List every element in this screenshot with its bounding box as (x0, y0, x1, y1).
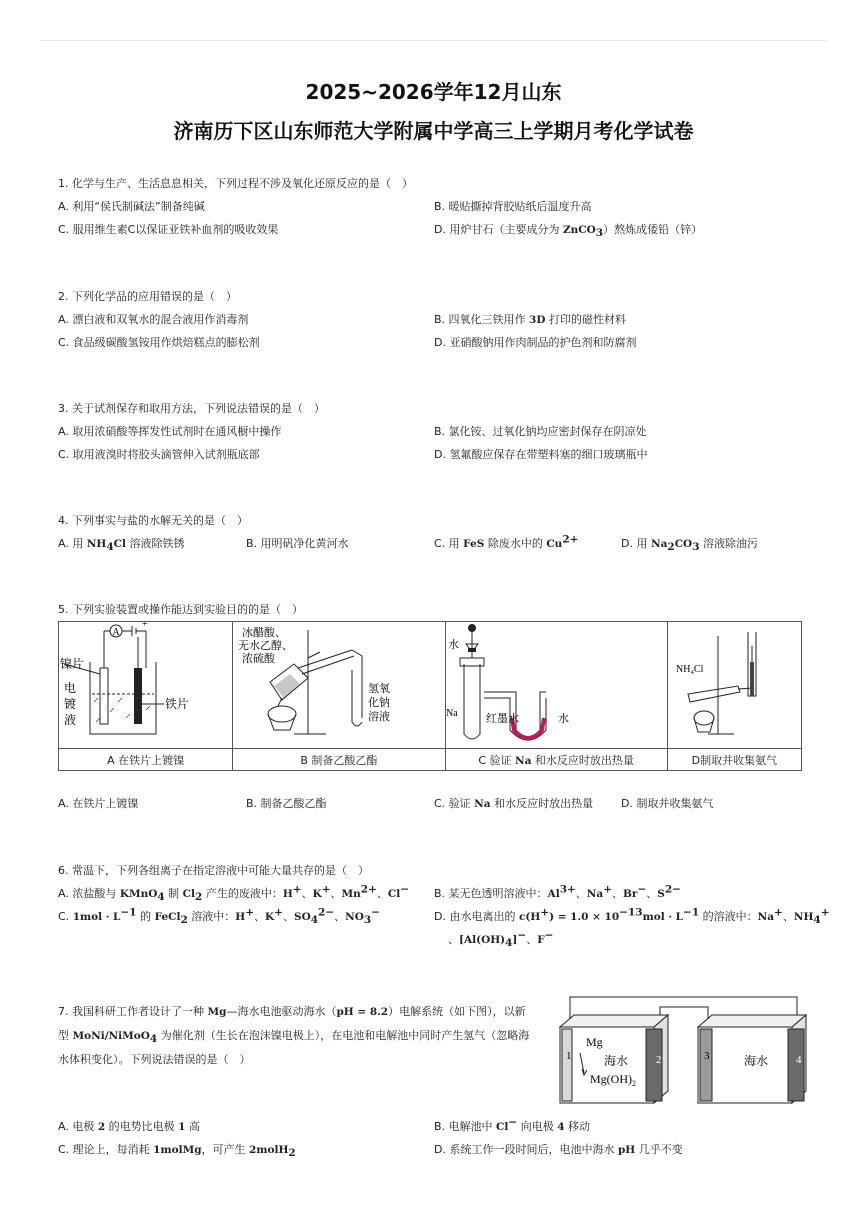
q7-option-a[interactable] (58, 1120, 200, 1134)
q7-c-h2-sub: 2 (288, 1147, 296, 1160)
q7-d-ph: pH (617, 1144, 636, 1156)
iron-plate-label: 铁片 (164, 697, 189, 711)
q6-d-complex-end: ] (512, 934, 518, 946)
q2-b-text: B. 四氧化三铁用作 (434, 313, 530, 326)
ion-charge: − (400, 883, 410, 896)
q5-cap-c-na: Na (515, 754, 532, 767)
ion: K (312, 888, 322, 900)
electrode-3-label: 3 (704, 1050, 710, 1062)
q4-d-s2: 3 (692, 541, 700, 554)
q6-d-fluoride-charge: − (544, 929, 554, 942)
q6-d-unit-sup: −1 (683, 906, 700, 919)
q5-option-c[interactable] (434, 797, 593, 811)
q3-option-d[interactable]: D. 氢氟酸应保存在带塑料塞的细口玻璃瓶中 (434, 448, 648, 461)
q6-option-d[interactable]: D. 由水电离出的 $c(H^+) = 1.0 \times 10^{-13}mol \cdot L^{-1}$ 的溶液中：Na+、$NH_4^+$ (434, 906, 830, 927)
q4-option-d[interactable] (621, 537, 759, 554)
q6-option-a[interactable]: A. 浓盐酸与 KMnO$_4$ 制 $Cl_2$ 产生的废液中：H+、K+、$Mn^{2+}$、Cl− (58, 883, 410, 904)
question-6-stem: 6. 常温下，下列各组离子在指定溶液中可能大量共存的是（ ） (58, 864, 369, 877)
q4-d-f2: CO (674, 538, 693, 550)
q2-option-a[interactable]: A. 漂白液和双氧水的混合液用作消毒剂 (58, 313, 249, 326)
q5-option-b[interactable]: B. 制备乙酸乙酯 (246, 797, 327, 810)
reagent-label-1: 冰醋酸、 (241, 627, 286, 639)
q5-c-na: Na (474, 798, 491, 810)
header-rule (40, 40, 827, 41)
q4-a-text: A. 用 (58, 537, 87, 550)
q6-d-expr2: ) = 1.0 × 10 (549, 911, 620, 923)
q4-a-f2: Cl (113, 538, 127, 550)
seawater-label-1: 海水 (604, 1054, 629, 1068)
q7-b-ion: Cl (496, 1121, 509, 1133)
q3-option-c[interactable]: C. 取用液溴时将胶头滴管伸入试剂瓶底部 (58, 448, 260, 461)
q5-figure-a (59, 622, 233, 749)
q4-a-text-end: 溶液除铁锈 (126, 537, 185, 550)
q7-text-2-end: 为催化剂（生长在泡沫镍电极上），在电池和电解池中同时产生氢气（忽略海 (157, 1029, 530, 1042)
ion-charge: + (774, 906, 783, 919)
q6-option-b[interactable]: B. 某无色透明溶液中：$Al^{3+}$、Na+、Br−、$S^{2-}$ (434, 883, 681, 900)
q5-figure-d (667, 622, 801, 749)
ethyl-acetate-apparatus-diagram (234, 622, 444, 745)
q7-b-4: 4 (557, 1121, 565, 1133)
ammonia-apparatus-diagram (668, 622, 800, 745)
ion-charge: + (321, 883, 331, 896)
q4-c-charge: 2+ (562, 533, 579, 546)
q5-caption-a: A 在铁片上镀镍 (59, 749, 233, 771)
solution-label-1: 电 (63, 681, 76, 695)
q6-option-c[interactable]: C. $1mol \cdot L^{-1}$ 的 FeCl$_2$ 溶液中：H+、K+、$SO_4^{2-}$、$NO_3^-$ (58, 906, 381, 927)
ion-sub: 4 (310, 914, 319, 927)
reagent-label-3: 浓硫酸 (241, 653, 275, 665)
q1-option-c[interactable]: C. 服用维生素C以保证亚铁补血剂的吸收效果 (58, 223, 279, 236)
q5-c-text: C. 验证 (434, 797, 475, 810)
q4-option-a[interactable] (58, 537, 185, 554)
ion: Na (757, 911, 775, 923)
q6-d-complex-charge: − (517, 929, 527, 942)
ion: S (657, 888, 665, 900)
ion-sub: 4 (813, 914, 821, 927)
q3-option-a[interactable]: A. 取用浓硝酸等挥发性试剂时在通风橱中操作 (58, 425, 282, 438)
paper-title-line-1: 2025~2026学年12月山东 (305, 80, 562, 104)
magnesium-label: Mg (586, 1035, 603, 1049)
q5-caption-c (445, 749, 667, 771)
q1-d-sub: 3 (595, 227, 604, 240)
q4-a-f1: NH (86, 538, 107, 550)
q7-c-text: C. 理论上，每消耗 (58, 1143, 154, 1156)
mg-oh2-text: Mg(OH) (590, 1072, 632, 1086)
q4-a-s1: 4 (106, 541, 114, 554)
q7-option-b[interactable] (434, 1116, 591, 1134)
q7-text-mid: —海水电池驱动海水（ (226, 1005, 337, 1018)
q1-option-b[interactable]: B. 暖贴撕掉背胶贴纸后温度升高 (434, 200, 592, 213)
q7-option-c[interactable] (58, 1143, 296, 1160)
q6-c-formula: FeCl (154, 911, 181, 923)
q6-c-formula-sub: 2 (180, 914, 188, 927)
q4-c-ion: Cu (546, 538, 563, 550)
question-1-stem: 1. 化学与生产、生活息息相关，下列过程不涉及氧化还原反应的是（ ） (58, 177, 413, 190)
q7-stem-line-1 (58, 1000, 550, 1024)
ion-charge: + (820, 906, 830, 919)
ion-charge: 2− (318, 906, 335, 919)
q7-b-text: B. 电解池中 (434, 1120, 497, 1133)
electrode-2-label: 2 (656, 1054, 662, 1066)
q6-a-text: A. 浓盐酸与 (58, 887, 117, 900)
q7-a-end: 高 (185, 1120, 200, 1133)
reagent-label-2: 无水乙醇、 (237, 640, 293, 652)
q7-text: 7. 我国科研工作者设计了一种 (58, 1005, 208, 1018)
naoh-label-3: 溶液 (367, 711, 390, 723)
ion-charge: − (637, 883, 647, 896)
ammeter-label: A (112, 627, 120, 638)
q2-b-text-end: 打印的磁性材料 (545, 313, 626, 326)
question-5-stem: 5. 下列实验装置或操作能达到实验目的的是（ ） (58, 603, 303, 616)
q7-b-charge: − (508, 1116, 518, 1129)
ion-charge: − (371, 906, 381, 919)
q7-a-mid: 的电势比电极 (105, 1120, 179, 1133)
ion-charge: 2+ (360, 883, 377, 896)
q7-a-2: 2 (97, 1121, 106, 1133)
water-label: 水 (448, 639, 460, 651)
q6-a-t3: 产生的废液中： (205, 887, 283, 900)
naoh-label-2: 化钠 (367, 697, 390, 709)
q7-c-mg: 1molMg (153, 1144, 202, 1156)
q7-text-end: ）电解系统（如下图），以新 (388, 1005, 526, 1018)
q6-d-complex: [Al(OH) (459, 934, 506, 946)
q4-d-s1: 2 (667, 541, 675, 554)
q4-d-f1: Na (650, 538, 668, 550)
q7-c-mid: ，可产生 (201, 1143, 250, 1156)
ion-charge: 2− (664, 883, 681, 896)
q6-a-f1: KMnO (119, 888, 158, 900)
naoh-label-1: 氢氧 (367, 683, 390, 695)
ion: NO (345, 911, 364, 923)
q5-option-a[interactable]: A. 在铁片上镀镍 (58, 797, 139, 810)
q7-text-2: 型 (58, 1029, 73, 1042)
q6-a-s1: 4 (157, 891, 165, 904)
ion: SO (293, 911, 311, 923)
mg-oh2-label (590, 1072, 636, 1088)
battery-electrolysis-diagram (556, 993, 812, 1107)
paper-title-line-2: 济南历下区山东师范大学附属中学高三上学期月考化学试卷 (173, 119, 694, 143)
q7-catalyst-sub: 4 (149, 1033, 158, 1046)
q7-catalyst: MoNi/NiMoO (72, 1030, 150, 1042)
q7-b-mid: 向电极 (517, 1120, 558, 1133)
q5-cap-c-text-end: 和水反应时放出热量 (531, 753, 634, 767)
solution-label-3: 液 (63, 713, 76, 727)
q4-option-c[interactable] (434, 533, 579, 551)
q2-b-3d: 3D (529, 314, 546, 326)
ion: H (235, 911, 246, 923)
q6-d-complex-sub: 4 (505, 937, 513, 950)
q7-d-text: D. 系统工作一段时间后，电池中海水 (434, 1143, 618, 1156)
q7-stem-line-3: 水体积变化）。下列说法错误的是（ ） (58, 1053, 251, 1066)
ion: Mn (341, 888, 361, 900)
sodium-water-heat-apparatus-diagram (446, 622, 666, 745)
ion-charge: + (603, 883, 613, 896)
water-label-2: 水 (558, 713, 570, 725)
ion: H (282, 888, 293, 900)
ion: K (265, 911, 275, 923)
ion-charge: 3+ (559, 883, 576, 896)
question-4-stem: 4. 下列事实与盐的水解无关的是（ ） (58, 514, 248, 527)
ion-charge: + (292, 883, 302, 896)
q3-option-b[interactable]: B. 氯化铵、过氧化钠均应密封保存在阴凉处 (434, 425, 647, 438)
ion: Br (623, 888, 638, 900)
q6-c-t3: 溶液中： (191, 910, 236, 923)
q5-apparatus-table (58, 621, 802, 771)
q1-d-formula: ZnCO (562, 224, 596, 236)
q7-a-text: A. 电极 (58, 1120, 98, 1133)
ion: Al (547, 888, 560, 900)
question-3-stem: 3. 关于试剂保存和取用方法，下列说法错误的是（ ） (58, 402, 325, 415)
q6-a-t2: 制 (168, 887, 180, 900)
q4-d-text-end: 溶液除油污 (699, 537, 759, 550)
question-7-stem (58, 1000, 550, 1071)
q6-d-t2: 的溶液中： (702, 910, 758, 923)
q5-option-d[interactable]: D. 制取并收集氨气 (621, 797, 714, 810)
q4-option-b[interactable]: B. 用明矾净化黄河水 (246, 537, 349, 550)
q5-figure-c (445, 622, 667, 749)
ion: Cl (387, 888, 401, 900)
red-ink-label: 红墨水 (486, 713, 520, 725)
q4-d-text: D. 用 (621, 537, 651, 550)
q7-c-h2: 2molH (249, 1144, 289, 1156)
mg-oh2-sub: 2 (632, 1079, 636, 1088)
q1-d-text: D. 用炉甘石（主要成分为 (434, 223, 563, 236)
q2-option-c[interactable]: C. 食品级碳酸氢铵用作烘焙糕点的膨松剂 (58, 336, 260, 349)
q5-caption-d: D制取并收集氨气 (667, 749, 801, 771)
q6-a-s2: 2 (195, 891, 203, 904)
q6-b-text: B. 某无色透明溶液中： (434, 887, 548, 900)
q6-d-sep: 、 (526, 933, 538, 946)
q4-c-mid: 除废水中的 (484, 537, 547, 550)
q5-cap-c-text: C 验证 (478, 753, 516, 767)
q7-mg: Mg (207, 1006, 227, 1018)
q4-c-formula: FeS (463, 538, 485, 550)
q1-d-text-end: ）熬炼成倭铅（锌） (603, 223, 703, 236)
q6-c-conc-sup: −1 (120, 906, 137, 919)
q6-c-text: C. (58, 910, 73, 923)
q7-stem-line-2 (58, 1024, 550, 1048)
q6-d-expr: c(H (518, 911, 541, 923)
q2-option-b[interactable] (434, 313, 626, 327)
q2-option-d[interactable]: D. 亚硝酸钠用作肉制品的护色剂和防腐剂 (434, 336, 637, 349)
electroplating-apparatus-diagram (60, 622, 232, 745)
svg-text:+: + (141, 622, 148, 630)
q6-option-d-line-2: 、$[Al(OH)_4]^-$、F− (448, 929, 554, 950)
q1-option-d[interactable] (434, 223, 703, 240)
q7-a-1: 1 (178, 1121, 186, 1133)
q5-caption-b: B 制备乙酸乙酯 (233, 749, 445, 771)
ion-sub: 3 (363, 914, 372, 927)
q6-d-exponent: −13 (619, 906, 643, 919)
solution-label-2: 镀 (63, 697, 76, 711)
q6-c-conc: 1mol · L (72, 911, 121, 923)
ion-charge: + (245, 906, 255, 919)
q6-d-text: D. 由水电离出的 (434, 910, 516, 923)
electrode-1-label: 1 (566, 1050, 572, 1062)
question-2-stem: 2. 下列化学品的应用错误的是（ ） (58, 290, 237, 303)
q7-d-end: 几乎不变 (635, 1143, 683, 1156)
sodium-label: Na (446, 708, 458, 719)
q6-a-f2: Cl (182, 888, 196, 900)
seawater-label-2: 海水 (744, 1054, 769, 1068)
q4-c-text: C. 用 (434, 537, 464, 550)
q7-ph: pH = 8.2 (336, 1006, 389, 1018)
q7-b-end: 移动 (564, 1120, 591, 1133)
q1-option-a[interactable]: A. 利用“侯氏制碱法”制备纯碱 (58, 200, 205, 213)
q6-d-fluoride: F (537, 934, 545, 946)
q6-d-expr-sup: + (540, 906, 550, 919)
electrode-4-label: 4 (796, 1054, 802, 1066)
q5-c-text-end: 和水反应时放出热量 (490, 797, 594, 810)
ion: NH (793, 911, 814, 923)
nh4cl-label: NH₄Cl (676, 664, 704, 675)
ion: Na (586, 888, 604, 900)
q7-option-d[interactable] (434, 1143, 683, 1157)
nickel-plate-label: 镍片 (59, 657, 84, 671)
q6-c-t2: 的 (140, 910, 152, 923)
q5-figure-b (233, 622, 445, 749)
q6-d-unit: mol · L (642, 911, 684, 923)
ion-charge: + (274, 906, 283, 919)
